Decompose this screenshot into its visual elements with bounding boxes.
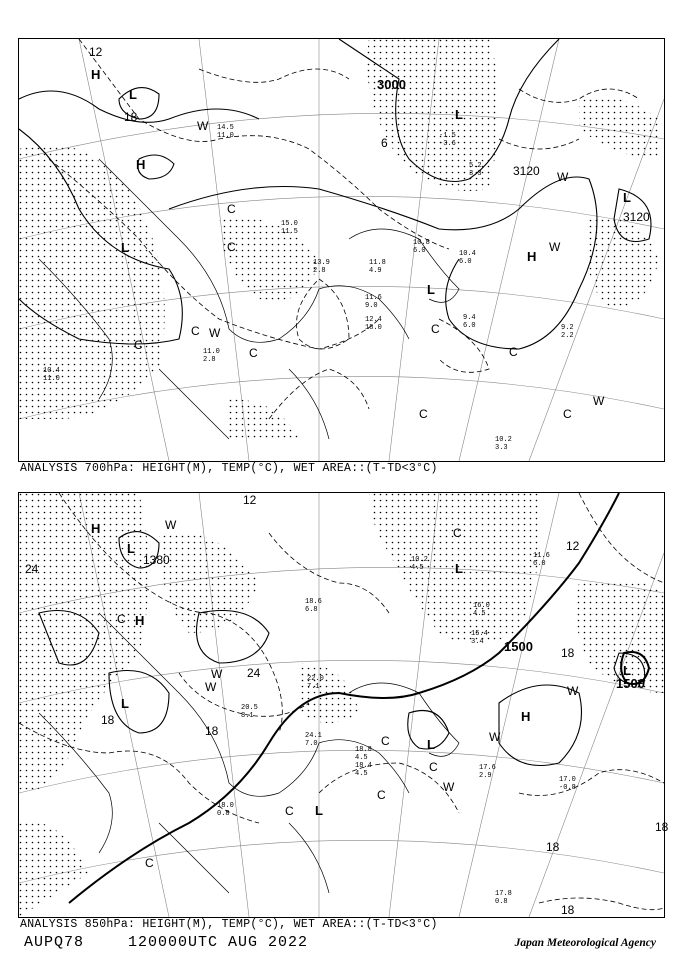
cold-marker: C [285,804,294,818]
warm-marker: W [443,780,455,794]
cold-marker: C [191,324,200,338]
svg-text:4.9: 4.9 [369,267,382,275]
wet-areas [19,39,659,439]
station-obs [561,324,574,340]
station-obs [355,762,372,778]
warm-marker: W [567,684,579,698]
svg-text:10.4: 10.4 [459,250,476,258]
cold-marker: C [431,322,440,336]
cold-marker: C [145,856,154,870]
svg-text:2.8: 2.8 [203,356,216,364]
cold-marker: C [429,760,438,774]
station-obs [313,259,330,275]
warm-marker: W [593,394,605,408]
isotherm-label: 18 [205,724,219,738]
svg-text:3.3: 3.3 [495,444,508,452]
station-obs [217,802,234,818]
svg-text:18.0: 18.0 [365,324,382,332]
svg-text:9.4: 9.4 [463,314,476,322]
svg-text:5.2: 5.2 [469,162,482,170]
svg-text:17.0: 17.0 [559,776,576,784]
svg-text:11.6: 11.6 [365,294,382,302]
svg-text:11.6: 11.6 [533,552,550,560]
warm-marker: W [549,240,561,254]
svg-text:18.0: 18.0 [217,802,234,810]
cold-marker: C [249,346,258,360]
svg-text:11.0: 11.0 [43,375,60,383]
contour-label-3120-a: 3120 [513,164,540,178]
low-pressure-label: L [427,282,435,297]
svg-text:6.8: 6.8 [305,606,318,614]
low-pressure-label: L [455,561,463,576]
svg-text:0.8: 0.8 [217,810,230,818]
svg-text:10.4: 10.4 [43,367,60,375]
low-pressure-label: L [121,696,129,711]
warm-marker: W [557,170,569,184]
low-pressure-label: L [121,240,129,255]
svg-text:4.5: 4.5 [355,754,368,762]
svg-text:6.0: 6.0 [463,322,476,330]
station-obs [413,239,430,255]
warm-marker: W [165,518,177,532]
svg-text:-1.5: -1.5 [439,132,456,140]
svg-text:14.5: 14.5 [217,124,234,132]
station-obs [533,552,550,568]
contour-label-3000: 3000 [377,77,406,92]
station-obs [369,259,386,275]
warm-marker: W [209,326,221,340]
svg-text:4.5: 4.5 [473,610,486,618]
isotherm-label: 18 [655,820,669,834]
cold-marker: C [117,612,126,626]
svg-text:-3.6: -3.6 [439,140,456,148]
isotherm-label: 18 [561,646,575,660]
svg-text:9.2: 9.2 [561,324,574,332]
isotherm-label: 24 [25,562,39,576]
isotherm-label: 18 [124,110,138,124]
svg-text:2.8: 2.8 [313,267,326,275]
svg-text:7.0: 7.0 [305,740,318,748]
cold-marker: C [227,240,236,254]
high-pressure-label: H [136,157,146,172]
warm-marker: W [489,730,501,744]
station-obs [281,220,298,236]
station-obs [559,776,576,792]
isotherm-label: 12 [243,493,257,507]
svg-text:16.0: 16.0 [473,602,490,610]
svg-text:17.8: 17.8 [495,890,512,898]
svg-text:2.2: 2.2 [561,332,574,340]
station-obs [495,436,512,452]
high-pressure-label: H [521,709,531,724]
svg-text:4.5: 4.5 [411,564,424,572]
svg-text:15.0: 15.0 [281,220,298,228]
svg-text:0.8: 0.8 [495,898,508,906]
high-pressure-label: H [91,521,101,536]
low-pressure-label: L [455,107,463,122]
high-pressure-label: H [91,67,101,82]
cold-marker: C [227,202,236,216]
contour-label-3120-b: 3120 [623,210,650,224]
station-obs [355,746,372,762]
svg-text:-0.8: -0.8 [559,784,576,792]
station-obs [365,294,382,310]
map-850hpa-svg [19,493,669,917]
isotherm-label: 18 [546,840,560,854]
high-pressure-label: H [135,613,145,628]
cold-marker: C [381,734,390,748]
station-obs [495,890,512,906]
cold-marker: C [419,407,428,421]
map-panel-700hpa [18,38,665,462]
svg-text:24.1: 24.1 [305,732,322,740]
map-700hpa-svg [19,39,664,461]
svg-text:11.5: 11.5 [281,228,298,236]
svg-text:17.6: 17.6 [479,764,496,772]
svg-text:15.4: 15.4 [471,630,488,638]
caption-700hpa: ANALYSIS 700hPa: HEIGHT(M), TEMP(°C), WET AREA::(T-TD<3°C) [20,462,438,475]
isotherm-label: 6 [381,136,388,150]
low-pressure-label: L [623,663,631,678]
product-id: AUPQ78 [24,934,85,951]
station-obs [365,316,382,332]
svg-text:4.5: 4.5 [355,770,368,778]
wet-areas [19,493,664,917]
svg-text:2.9: 2.9 [479,772,492,780]
station-obs [439,132,456,148]
svg-text:20.5: 20.5 [241,704,258,712]
svg-text:18.4: 18.4 [355,762,372,770]
cold-marker: C [377,788,386,802]
station-obs [241,704,258,720]
svg-text:8.1: 8.1 [241,712,254,720]
svg-text:3.4: 3.4 [471,638,484,646]
svg-text:10.2: 10.2 [495,436,512,444]
svg-text:10.8: 10.8 [413,239,430,247]
svg-text:6.0: 6.0 [413,247,426,255]
low-pressure-label: L [129,87,137,102]
agency-credit: Japan Meteorological Agency [514,937,656,949]
svg-text:11.8: 11.8 [369,259,386,267]
map-panel-850hpa [18,492,669,918]
warm-marker: W [205,680,217,694]
cold-marker: C [563,407,572,421]
isotherm-label: 18 [561,903,575,917]
svg-text:18.8: 18.8 [355,746,372,754]
isotherm-label: 24 [247,666,261,680]
cold-marker: C [453,526,462,540]
cold-marker: C [509,345,518,359]
svg-text:6.0: 6.0 [459,258,472,266]
station-obs [217,124,234,140]
warm-marker: W [197,119,209,133]
contour-label-1500-a: 1500 [504,639,533,654]
contour-label-1380: 1380 [143,553,170,567]
station-obs [469,162,482,178]
low-pressure-label: L [623,190,631,205]
station-obs [43,367,60,383]
low-pressure-label: L [427,737,435,752]
svg-text:18.6: 18.6 [305,598,322,606]
svg-text:10.2: 10.2 [411,556,428,564]
isotherm-label: 12 [89,45,103,59]
warm-marker: W [211,667,223,681]
cold-marker: C [134,338,143,352]
svg-text:12.4: 12.4 [365,316,382,324]
svg-text:6.0: 6.0 [533,560,546,568]
low-pressure-label: L [315,803,323,818]
isotherm-label: 18 [101,713,115,727]
svg-text:9.0: 9.0 [365,302,378,310]
station-obs [463,314,476,330]
isotherm-label: 12 [566,539,580,553]
contour-label-1500-b: 1500 [616,676,645,691]
caption-850hpa: ANALYSIS 850hPa: HEIGHT(M), TEMP(°C), WET AREA::(T-TD<3°C) [20,918,438,931]
svg-text:11.0: 11.0 [217,132,234,140]
low-pressure-label: L [127,541,135,556]
station-obs [203,348,220,364]
svg-text:7.1: 7.1 [307,683,320,691]
svg-text:11.0: 11.0 [203,348,220,356]
valid-time: 120000UTC AUG 2022 [128,934,309,951]
svg-text:13.9: 13.9 [313,259,330,267]
svg-text:22.0: 22.0 [307,675,324,683]
svg-text:3.3: 3.3 [469,170,482,178]
high-pressure-label: H [527,249,537,264]
station-obs [459,250,476,266]
